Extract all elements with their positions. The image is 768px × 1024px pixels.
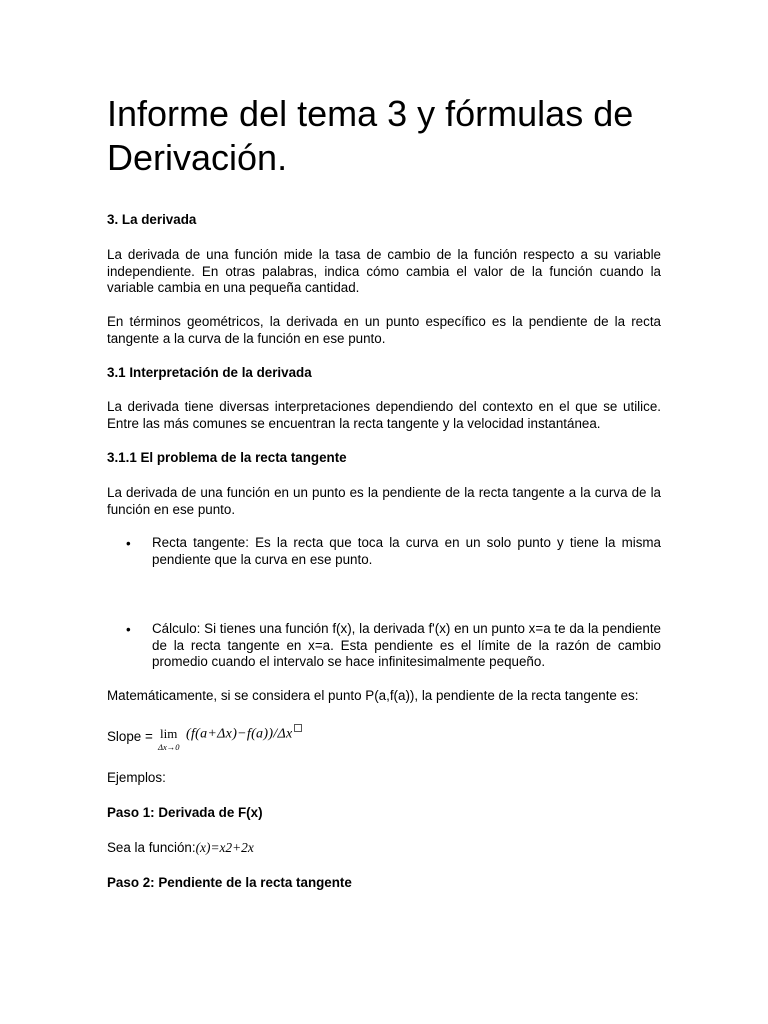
bullet-marker: • [126,622,131,637]
function-expression: (x)=x2+2x [195,840,254,855]
heading-interpretacion: 3.1 Interpretación de la derivada [107,365,312,380]
heading-paso-2: Paso 2: Pendiente de la recta tangente [107,875,352,890]
heading-recta-tangente: 3.1.1 El problema de la recta tangente [107,450,347,465]
limit-operator: lim [160,726,178,741]
placeholder-box-icon [294,724,302,732]
paragraph-interpretations: La derivada tiene diversas interpretaciones dependiendo del contexto en el que se utilice. Entre las más comunes se encuentran la recta tangente y la velocidad instantánea. [107,399,661,431]
document-title: Informe del tema 3 y fórmulas de Derivación. [107,93,634,178]
bullet-marker: • [126,536,131,551]
paragraph-tangent-slope: La derivada de una función en un punto es la pendiente de la recta tangente a la curva de la función en ese punto. [107,485,661,517]
difference-quotient [186,724,302,743]
examples-label: Ejemplos: [107,770,166,785]
paragraph-geometric: En términos geométricos, la derivada en un punto específico es la pendiente de la recta tangente a la curva de la función en ese punto. [107,314,661,346]
slope-label: Slope = [107,729,153,744]
list-item-recta-tangente: Recta tangente: Es la recta que toca la curva en un solo punto y tiene la misma pendiente que la curva en ese punto. [152,535,661,567]
paragraph-mathematically: Matemáticamente, si se considera el punto P(a,f(a)), la pendiente de la recta tangente es: [107,688,639,703]
heading-paso-1: Paso 1: Derivada de F(x) [107,805,263,820]
difference-quotient-text: (f(a+Δx)−f(a))/Δx [186,726,293,742]
limit-subscript: Δx→0 [158,742,180,752]
paragraph-definition: La derivada de una función mide la tasa de cambio de la función respecto a su variable independiente. En otras palabras, indica cómo cambia el valor de la función cuando la variable cambia en una pequeña cantidad. [107,247,661,295]
list-item-calculo: Cálculo: Si tienes una función f(x), la derivada f'(x) en un punto x=a te da la pendiente de la recta tangente en x=a. Esta pendiente es el límite de la razón de cambio promedio cuando el intervalo se hace infinitesimalmente pequeño. [152,621,661,669]
function-definition [107,840,661,857]
function-label: Sea la función: [107,840,196,855]
heading-la-derivada: 3. La derivada [107,212,197,227]
